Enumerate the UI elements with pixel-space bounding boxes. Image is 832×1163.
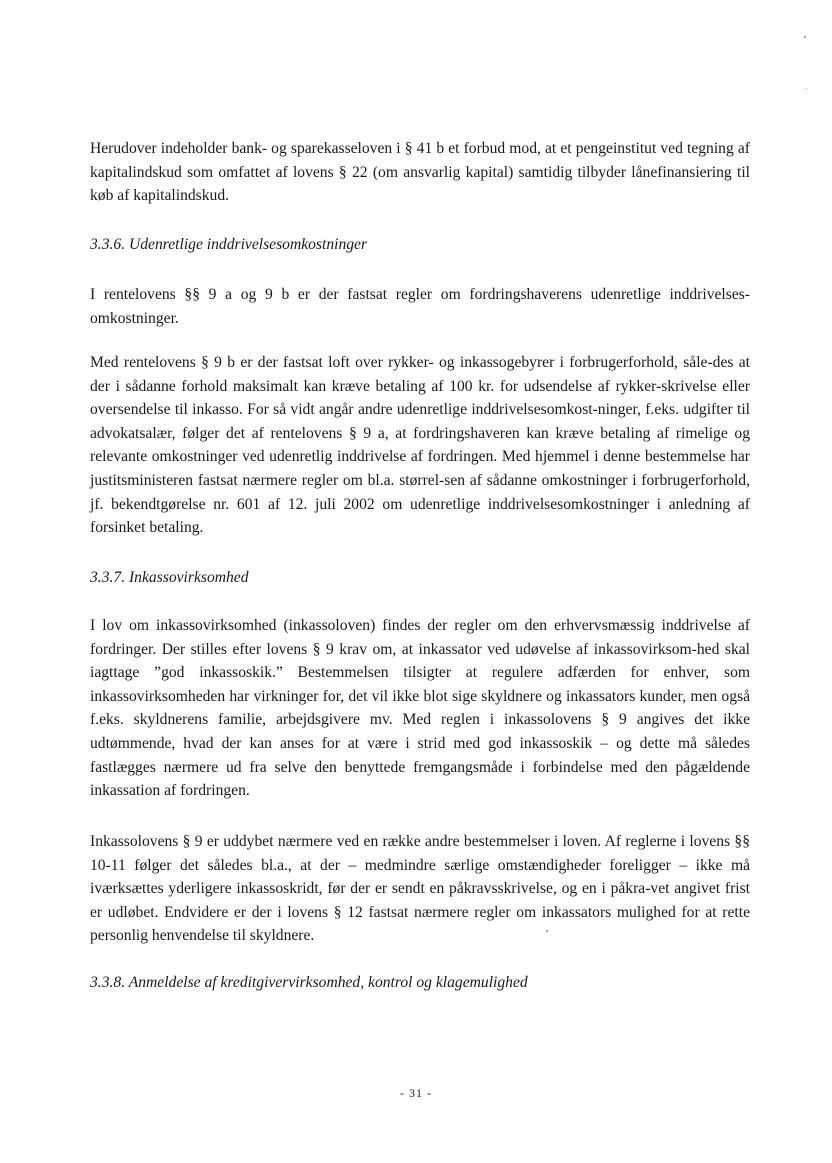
- paragraph-3-3-6-b: [90, 351, 750, 540]
- page-number: - 31 -: [400, 1086, 432, 1100]
- paragraph-3-3-7-a: [90, 614, 750, 803]
- paragraph-3-3-7-b-text: Inkassolovens § 9 er uddybet nærmere ved en række andre bestemmelser i loven. Af reglerne i lovens §§ 10-11 følger det således bl.a., at der – medmindre særlige omstændigheder foreligger – ikke må iværksættes yderligere inkassoskridt, før der er sendt en påkravsskrivelse, og en i påkra-vet angivet frist er udløbet. Endvidere er der i lovens § 12 fastsat nærmere regler om inkassators mulighed for at rette personlig henvendelse til skyldnere.: [90, 833, 750, 945]
- section-heading-3-3-7: 3.3.7. Inkassovirksomhed: [90, 569, 249, 586]
- scan-speck: [804, 36, 806, 38]
- paragraph-intro-text: Herudover indeholder bank- og sparekasseloven i § 41 b et forbud mod, at et pengeinstitut ved tegning af kapitalindskud som omfattet af lovens § 22 (om ansvarlig kapital) samtidig tilbyder lånefinansiering til køb af kapitalindskud.: [90, 140, 750, 205]
- scan-speck: [806, 88, 807, 89]
- paragraph-3-3-7-a-text: I lov om inkassovirksomhed (inkassoloven) findes der regler om den erhvervsmæssig inddrivelse af fordringer. Der stilles efter lovens § 9 krav om, at inkassator ved udøvelse af inkassovirksom-hed skal iagttage ”god inkassoskik.” Bestemmelsen tilsigter at regulere adfærden for enhver, som inkassovirksomheden har virkninger for, det vil ikke blot sige skyldnere og inkassators kunder, men også f.eks. skyldnerens familie, arbejdsgivere mv. Med reglen i inkassolovens § 9 angives det ikke udtømmende, hvad der kan anses for at være i strid med god inkassoskik – og dette må således fastlægges nærmere ud fra selve den benyttede fremgangsmåde i forbindelse med den pågældende inkassation af fordringen.: [90, 617, 750, 800]
- paragraph-3-3-6-a: [90, 283, 750, 330]
- paragraph-intro: [90, 137, 750, 208]
- scan-speck: [546, 930, 548, 932]
- paragraph-3-3-7-b: [90, 830, 750, 948]
- section-heading-3-3-8: 3.3.8. Anmeldelse af kreditgivervirksomhed, kontrol og klagemulighed: [90, 974, 528, 991]
- paragraph-3-3-6-b-text: Med rentelovens § 9 b er der fastsat loft over rykker- og inkassogebyrer i forbrugerforhold, såle-des at der i sådanne forhold maksimalt kan kræve betaling af 100 kr. for udsendelse af rykker-skrivelse eller oversendelse til inkasso. For så vidt angår andre udenretlige inddrivelsesomkost-ninger, f.eks. udgifter til advokatsalær, følger det af rentelovens § 9 a, at fordringshaveren kan kræve betaling af rimelige og relevante omkostninger ved udenretlig inddrivelse af fordringen. Med hjemmel i denne bestemmelse har justitsministeren fastsat nærmere regler om bl.a. størrel-sen af sådanne omkostninger i forbrugerforhold, jf. bekendtgørelse nr. 601 af 12. juli 2002 om udenretlige inddrivelsesomkostninger i anledning af forsinket betaling.: [90, 354, 750, 537]
- paragraph-3-3-6-a-text: I rentelovens §§ 9 a og 9 b er der fastsat regler om fordringshaverens udenretlige inddrivelses-omkostninger.: [90, 286, 750, 327]
- section-heading-3-3-6: 3.3.6. Udenretlige inddrivelsesomkostninger: [90, 236, 368, 253]
